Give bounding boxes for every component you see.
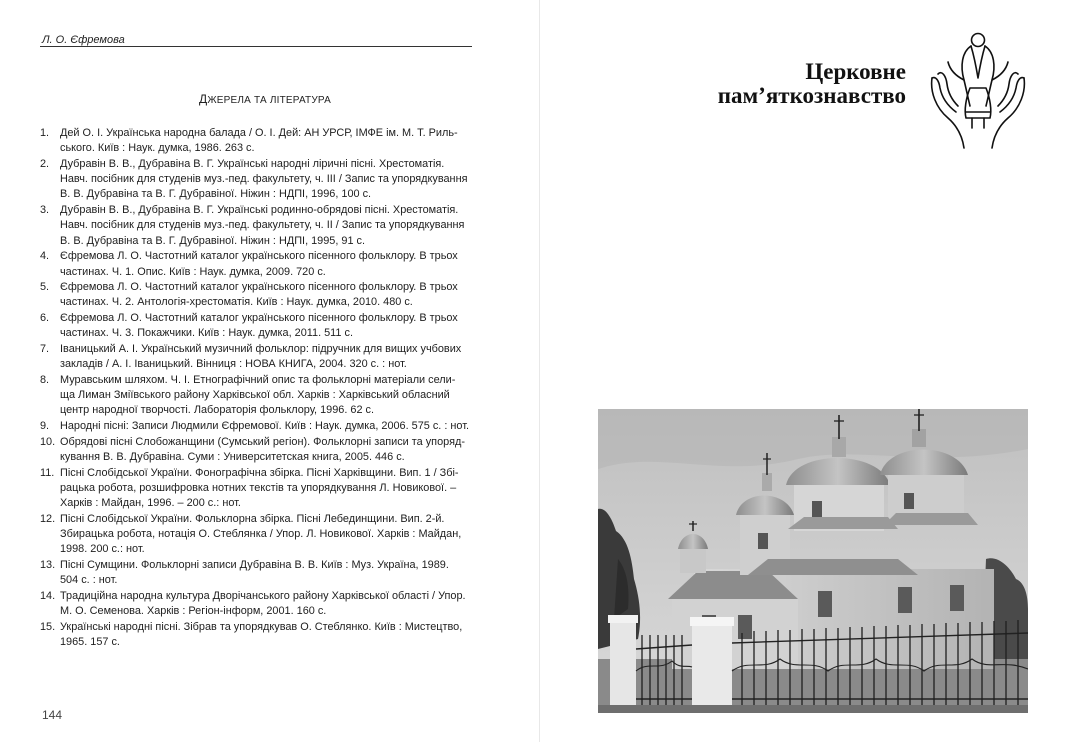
reference-item: [40, 466, 470, 512]
reference-text: Пісні Сумщини. Фольклорні записи Дубравіна В. В. Київ : Муз. Україна, 1989. 504 с. : нот.: [60, 558, 449, 587]
reference-item: [40, 311, 470, 342]
reference-text: Дей О. І. Українська народна балада / О. І. Дей: АН УРСР, ІМФЕ ім. М. Т. Риль-ського. Київ : Наук. думка, 1986. 263 с.: [60, 127, 458, 155]
reference-text: Дубравін В. В., Дубравіна В. Г. Українські народні ліричні пісні. Хрестоматія. Навч. посібник для студенів муз.-пед. факультету, ч. III / Запис та упорядкування В. В. Дубравіна та В. Г. Дубравіної. Ніжин : НДПІ, 1996, 100 с.: [60, 157, 468, 201]
reference-item: [40, 620, 470, 651]
header-rule: [40, 46, 472, 47]
reference-text: Єфремова Л. О. Частотний каталог українського пісенного фольклору. В трьох частинах. Ч. 1. Опис. Київ : Наук. думка, 2009. 720 с.: [60, 250, 458, 278]
section-title: [40, 92, 490, 106]
reference-number: 2.: [40, 157, 50, 170]
reference-item: [40, 589, 470, 620]
right-page: [540, 0, 1080, 742]
reference-number: 8.: [40, 373, 50, 386]
reference-text: Дубравін В. В., Дубравіна В. Г. Українські родинно-обрядові пісні. Хрестоматія. Навч. посібник для студенів муз.-пед. факультету, ч. II / Запис та упорядкування В. В. Дубравіна та В. Г. Дубравіної. Ніжин : НДПІ, 1995, 91 с.: [60, 204, 465, 247]
reference-number: 10.: [40, 435, 56, 448]
reference-text: Традиційна народна культура Дворічанського району Харківської області / Упор. М. О. Семенова. Харків : Регіон-інформ, 2001. 160 с.: [60, 589, 466, 618]
rubric-line-2: пам’яткознавство: [717, 83, 906, 108]
reference-item: [40, 280, 470, 311]
reference-item: [40, 419, 470, 434]
reference-item: [40, 249, 470, 280]
reference-number: 13.: [40, 558, 56, 571]
reference-item: [40, 157, 470, 203]
reference-item: [40, 342, 470, 373]
reference-item: [40, 373, 470, 419]
reference-number: 9.: [40, 420, 50, 433]
reference-number: 6.: [40, 312, 50, 325]
reference-item: [40, 203, 470, 249]
reference-number: 14.: [40, 589, 56, 602]
reference-text: Пісні Слобідської України. Фонографічна збірка. Пісні Харківщини. Вип. 1 / Збі-рацька робота, розшифровка нотних текстів та упорядкування Л. Новикової. – Харків : Майдан, 1996. – 200 с.: нот.: [60, 466, 459, 510]
section-title-initial: Д: [199, 92, 208, 106]
reference-list: [40, 126, 470, 651]
reference-text: Муравським шляхом. Ч. І. Етнографічний опис та фольклорні матеріали сели-ща Лиман Зміївського району Харківської обл. Харків : Харківський обласний центр народної творчості. Лабораторія фольклору, 1996. 62 с.: [60, 373, 456, 417]
reference-item: [40, 126, 470, 157]
reference-number: 3.: [40, 204, 50, 217]
rubric-title: [718, 60, 906, 108]
reference-text: Українські народні пісні. Зібрав та упорядкував О. Стеблянко. Київ : Мистецтво, 1965. 157 с.: [60, 620, 463, 648]
reference-number: 4.: [40, 250, 50, 263]
church-photo: [598, 409, 1028, 713]
hands-emblem-icon: [926, 26, 1030, 152]
reference-text: Пісні Слобідської України. Фольклорна збірка. Пісні Лебединщини. Вип. 2-й. Збирацька робота, нотація О. Стеблянка / Упор. Л. Новикової. Харків : Майдан, 1998. 200 с.: нот.: [60, 512, 462, 556]
reference-text: Іваницький А. І. Український музичний фольклор: підручник для вищих учбових закладів / А. І. Іваницький. Вінниця : НОВА КНИГА, 2004. 320 с. : нот.: [60, 342, 462, 371]
reference-number: 5.: [40, 281, 50, 294]
reference-text: Народні пісні: Записи Людмили Єфремової. Київ : Наук. думка, 2006. 575 с. : нот.: [60, 420, 470, 433]
reference-text: Єфремова Л. О. Частотний каталог українського пісенного фольклору. В трьох частинах. Ч. 2. Антологія-хрестоматія. Київ : Наук. думка, 2010. 480 с.: [60, 281, 458, 309]
reference-item: [40, 435, 470, 466]
reference-item: [40, 558, 470, 589]
reference-number: 12.: [40, 512, 56, 525]
running-head: Л. О. Єфремова: [42, 34, 125, 46]
reference-number: 7.: [40, 342, 50, 355]
reference-number: 15.: [40, 620, 56, 633]
reference-text: Обрядові пісні Слобожанщини (Сумський регіон). Фольклорні записи та упоряд-кування В. В. Дубравіна. Суми : Университетская книга, 2005. 446 с.: [60, 435, 465, 463]
page-number: 144: [42, 708, 63, 722]
reference-number: 1.: [40, 127, 50, 139]
reference-item: [40, 512, 470, 558]
reference-text: Єфремова Л. О. Частотний каталог українського пісенного фольклору. В трьох частинах. Ч. 3. Покажчики. Київ : Наук. думка, 2011. 511 с.: [60, 312, 458, 340]
section-title-rest: ЖЕРЕЛА ТА ЛІТЕРАТУРА: [207, 95, 331, 106]
reference-number: 11.: [40, 466, 55, 479]
rubric-line-1: Церковне: [805, 59, 906, 84]
